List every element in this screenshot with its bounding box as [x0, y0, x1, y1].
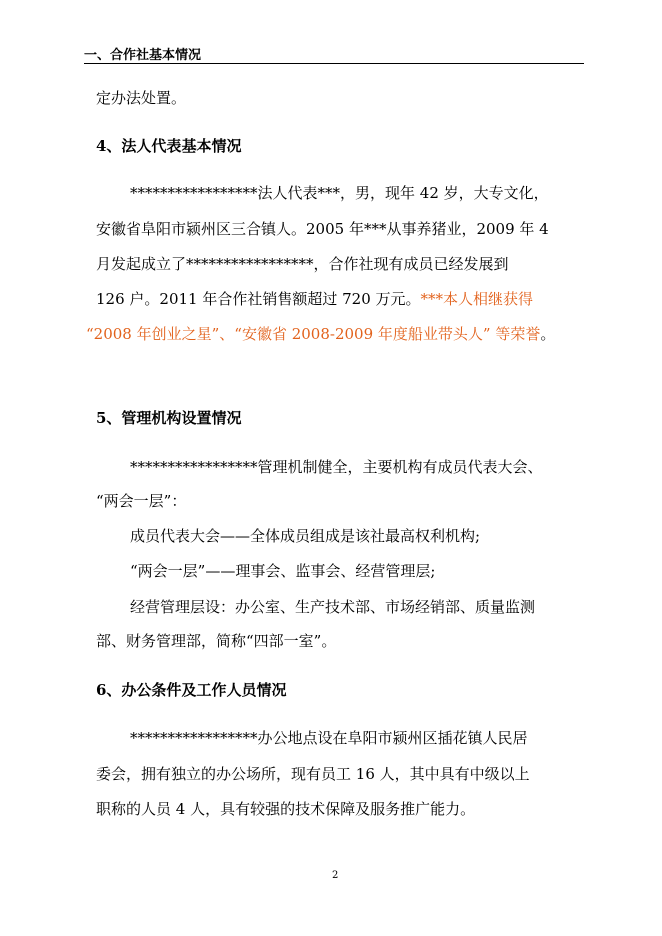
- section-5-line-1: *****************管理机制健全，主要机构有成员代表大会、: [130, 458, 543, 476]
- page-number: 2: [332, 870, 339, 881]
- section-6-line-1: *****************办公地点设在阜阳市颍州区插花镇人民居: [130, 729, 528, 747]
- section-5-heading: 5、管理机构设置情况: [96, 409, 242, 427]
- section-4-line-5: [86, 324, 555, 344]
- section-5-line-3: 成员代表大会——全体成员组成是该社最高权利机构;: [130, 527, 481, 545]
- section-5-line-2: “两会一层”：: [96, 492, 187, 510]
- header-divider: [84, 63, 584, 64]
- section-5-line-5: 经营管理层设：办公室、生产技术部、市场经销部、质量监测: [130, 598, 536, 616]
- section-6-line-2: 委会，拥有独立的办公场所，现有员工 16 人，其中具有中级以上: [96, 765, 530, 783]
- section-4-line-2: 安徽省阜阳市颍州区三合镇人。2005 年***从事养猪业，2009 年 4: [96, 220, 549, 238]
- intro-line: 定办法处置。: [96, 89, 187, 107]
- section-4-line-1: *****************法人代表***，男，现年 42 岁，大专文化，: [130, 184, 549, 202]
- running-header-title: 一、合作社基本情况: [84, 48, 202, 63]
- section-6-line-3: 职称的人员 4 人，具有较强的技术保障及服务推广能力。: [96, 800, 476, 818]
- section-4-line-4-plain: 126 户。2011 年合作社销售额超过 720 万元。: [96, 290, 421, 308]
- section-4-honors-text: ***本人相继获得: [420, 290, 534, 308]
- section-4-line-4: [96, 289, 533, 309]
- section-5-line-6: 部、财务管理部，简称“四部一室”。: [96, 632, 337, 650]
- section-4-line-3: 月发起成立了*****************，合作社现有成员已经发展到: [96, 255, 509, 273]
- section-5-line-4: “两会一层”——理事会、监事会、经营管理层;: [130, 562, 436, 580]
- section-4-honors-list: “2008 年创业之星”、“安徽省 2008-2009 年度船业带头人” 等荣誉: [86, 325, 541, 343]
- section-4-line-5-end: 。: [540, 325, 556, 343]
- section-6-heading: 6、办公条件及工作人员情况: [96, 681, 287, 699]
- section-4-heading: 4、法人代表基本情况: [96, 137, 242, 155]
